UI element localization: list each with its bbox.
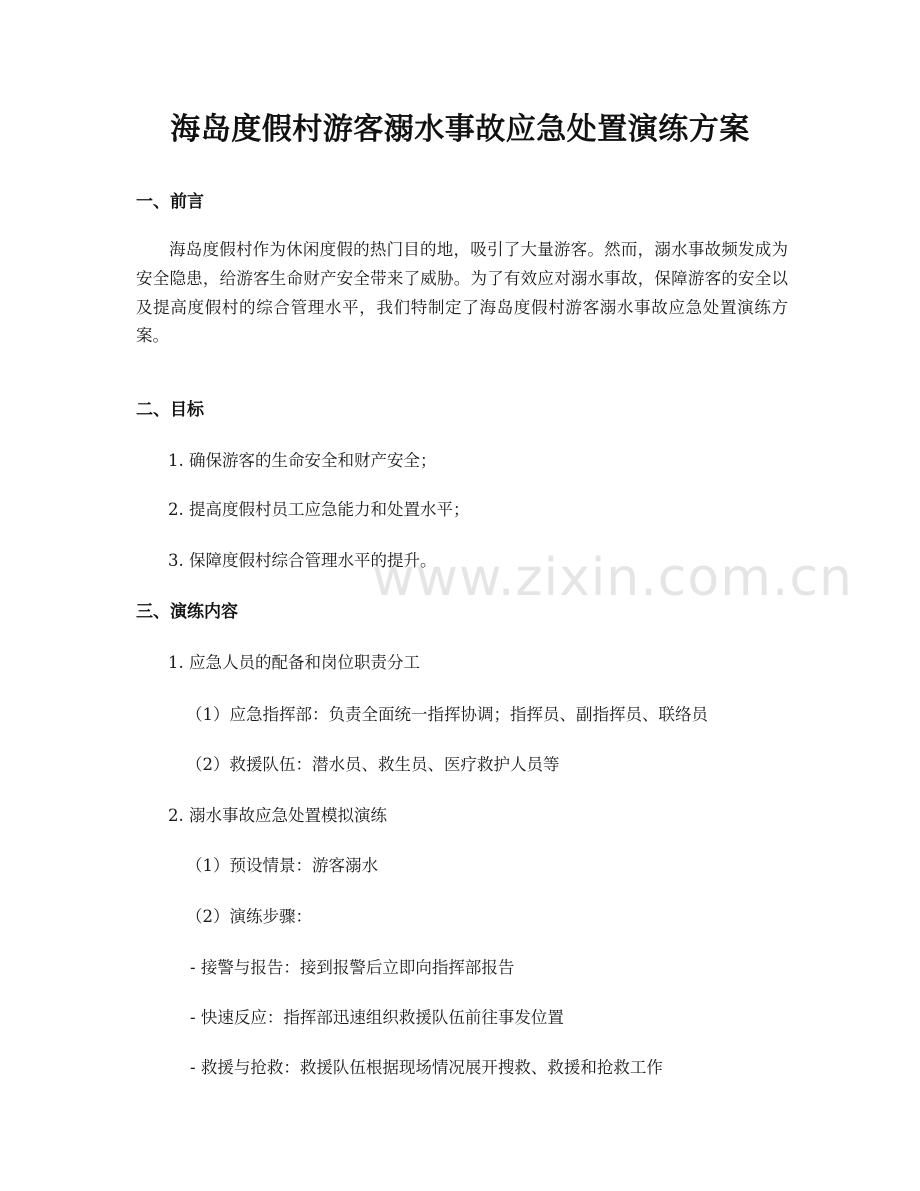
drill-subitem: （2）演练步骤： xyxy=(186,907,312,926)
document-title: 海岛度假村游客溺水事故应急处置演练方案 xyxy=(170,112,750,147)
drill-step: - 快速反应：指挥部迅速组织救援队伍前往事发位置 xyxy=(190,1008,564,1027)
drill-subitem: （2）救援队伍：潜水员、救生员、医疗救护人员等 xyxy=(186,755,560,774)
drill-step: - 救援与抢救：救援队伍根据现场情况展开搜救、救援和抢救工作 xyxy=(190,1058,663,1077)
section-heading-preface: 一、前言 xyxy=(136,192,204,212)
watermark: www.zixin.com.cn xyxy=(372,548,853,608)
drill-subitem: （1）应急指挥部：负责全面统一指挥协调；指挥员、副指挥员、联络员 xyxy=(186,705,708,724)
drill-item-simulation: 2. 溺水事故应急处置模拟演练 xyxy=(168,806,387,825)
preface-paragraph: 海岛度假村作为休闲度假的热门目的地，吸引了大量游客。然而，溺水事故频发成为安全隐患，给游客生命财产安全带来了威胁。为了有效应对溺水事故，保障游客的安全以及提高度假村的综合管理水平，我们特制定了海岛度假村游客溺水事故应急处置演练方案。 xyxy=(136,240,788,346)
drill-item-staffing: 1. 应急人员的配备和岗位职责分工 xyxy=(168,653,420,672)
drill-step: - 接警与报告：接到报警后立即向指挥部报告 xyxy=(190,958,515,977)
goal-item: 1. 确保游客的生命安全和财产安全； xyxy=(168,451,437,470)
goal-item: 3. 保障度假村综合管理水平的提升。 xyxy=(168,551,437,570)
drill-subitem: （1）预设情景：游客溺水 xyxy=(186,856,378,875)
section-heading-drill: 三、演练内容 xyxy=(136,602,238,622)
section-heading-goals: 二、目标 xyxy=(136,400,204,420)
goal-item: 2. 提高度假村员工应急能力和处置水平； xyxy=(168,500,470,519)
